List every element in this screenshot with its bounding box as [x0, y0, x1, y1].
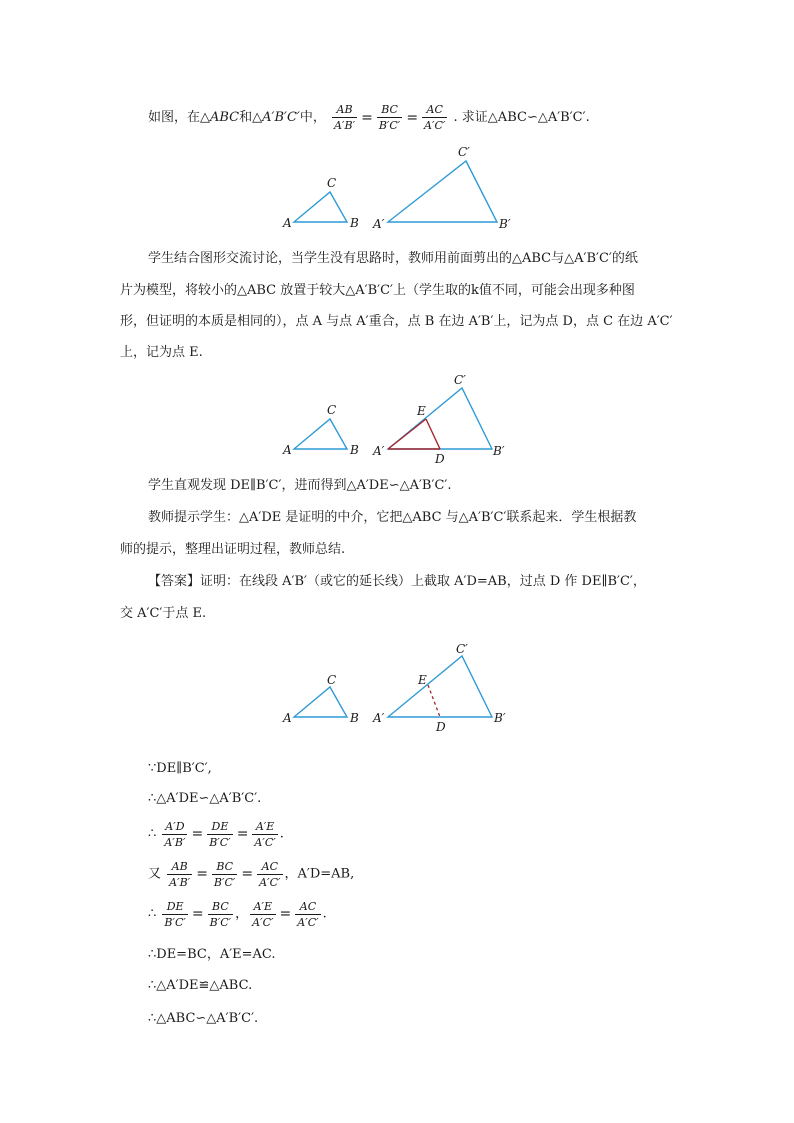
- proof-step-4: [148, 856, 354, 893]
- triangle-abc: [294, 419, 347, 449]
- label-a: A: [283, 711, 292, 725]
- proof-step-7: ∴△A′DE≌△ABC.: [148, 978, 253, 993]
- denominator: B′C′: [209, 915, 232, 929]
- denominator: A′C′: [252, 915, 274, 929]
- label-b-prime: B′: [493, 444, 505, 458]
- proof-step-5: [148, 896, 327, 933]
- fraction: [332, 102, 357, 133]
- fraction: [167, 859, 192, 890]
- numerator: AC: [257, 859, 282, 875]
- triangle-abc-prime: [388, 656, 492, 717]
- fraction: [207, 819, 233, 850]
- denominator: A′C′: [424, 119, 446, 132]
- denominator: A′B′: [169, 875, 191, 889]
- numerator: A′D: [162, 819, 187, 835]
- observation: 学生直观发现 DE∥B′C′，进而得到△A′DE∽△A′B′C′.: [148, 478, 452, 493]
- triangle-abc-prime: [388, 388, 492, 449]
- denominator: A′C′: [259, 875, 281, 889]
- numerator: AB: [167, 859, 192, 875]
- paragraph-1-line-3: 形，但证明的本质是相同的），点 A 与点 A′重合，点 B 在边 A′B′上，记为点 D，点 C 在边 A′C′: [120, 314, 673, 329]
- label-a-prime: A′: [373, 217, 385, 231]
- proof-step-8: ∴△ABC∽△A′B′C′.: [148, 1011, 259, 1026]
- denominator: A′C′: [297, 915, 319, 929]
- figure-3: [280, 640, 520, 735]
- equals: =: [361, 109, 373, 126]
- fraction: [377, 102, 403, 133]
- label-b: B: [350, 216, 359, 230]
- denominator: B′C′: [213, 875, 236, 889]
- fraction: [257, 859, 282, 890]
- label-a-prime: A′: [373, 711, 385, 725]
- label-c-prime: C′: [454, 373, 466, 387]
- text: ，: [235, 906, 249, 922]
- label-c: C: [327, 176, 337, 190]
- equals: =: [191, 906, 204, 922]
- text: 如图，在△: [148, 110, 210, 125]
- text: 中，: [299, 110, 326, 125]
- denominator: A′B′: [164, 835, 186, 849]
- hint-line-2: 师的提示，整理出证明过程，教师总结.: [120, 542, 346, 557]
- hint-line-1: 教师提示学生：△A′DE 是证明的中介，它把△ABC 与△A′B′C′联系起来．学生根据教: [148, 510, 637, 525]
- text: A′B′C′: [262, 110, 300, 125]
- text: ∴: [148, 826, 157, 842]
- text: ，A′D=AB,: [284, 866, 355, 882]
- segment-de: [426, 419, 440, 449]
- numerator: AB: [332, 102, 357, 118]
- label-c: C: [327, 403, 337, 417]
- numerator: AC: [422, 102, 447, 118]
- text: .: [279, 826, 284, 842]
- label-b-prime: B′: [499, 217, 511, 231]
- equals: =: [196, 866, 208, 882]
- numerator: BC: [212, 859, 238, 875]
- label-a: A: [283, 216, 292, 230]
- proof-step-2: ∴△A′DE∽△A′B′C′.: [148, 791, 262, 806]
- segment-a-prime-e: [388, 419, 426, 449]
- fraction: [252, 819, 277, 850]
- numerator: BC: [377, 102, 403, 118]
- triangle-abc: [294, 192, 347, 222]
- text: 和△: [239, 110, 263, 125]
- numerator: DE: [162, 899, 188, 915]
- label-d: D: [435, 452, 445, 466]
- equals: =: [236, 826, 249, 842]
- label-c-prime: C′: [458, 145, 470, 159]
- answer-line-2: 交 A′C′于点 E.: [120, 606, 207, 621]
- label-a: A: [283, 443, 292, 457]
- equals: =: [279, 906, 292, 922]
- label-e: E: [417, 404, 426, 418]
- label-b-prime: B′: [494, 711, 506, 725]
- equals: =: [191, 826, 204, 842]
- figure-2: [280, 372, 520, 467]
- paragraph-1-line-1: 学生结合图形交流讨论，当学生没有思路时，教师用前面剪出的△ABC与△A′B′C′的纸: [148, 251, 638, 266]
- text: . 求证△ABC∽△A′B′C′.: [453, 110, 590, 125]
- fraction: [212, 859, 238, 890]
- denominator: A′C′: [254, 835, 276, 849]
- answer-line-1: 【答案】证明：在线段 A′B′（或它的延长线）上截取 A′D=AB，过点 D 作 DE∥B′C′，: [148, 574, 646, 589]
- fraction: [295, 899, 320, 930]
- numerator: BC: [208, 899, 234, 915]
- text: .: [322, 906, 327, 922]
- label-d: D: [436, 720, 446, 734]
- label-c-prime: C′: [456, 642, 468, 656]
- fraction: [250, 899, 275, 930]
- label-c: C: [327, 673, 337, 687]
- fraction: [162, 899, 188, 930]
- label-a-prime: A′: [373, 444, 385, 458]
- fraction: [162, 819, 187, 850]
- fraction: [208, 899, 234, 930]
- fraction: [422, 102, 447, 133]
- label-b: B: [350, 443, 359, 457]
- equals: =: [406, 109, 419, 126]
- proof-step-1: ∵DE∥B′C′,: [148, 761, 212, 776]
- proof-step-3: [148, 816, 284, 853]
- problem-statement: [148, 102, 590, 133]
- label-b: B: [350, 711, 359, 725]
- numerator: AC: [295, 899, 320, 915]
- numerator: DE: [207, 819, 233, 835]
- text: ∴: [148, 906, 157, 922]
- text: ABC: [210, 110, 240, 125]
- text: 又: [148, 866, 162, 882]
- equals: =: [241, 866, 254, 882]
- dashed-segment-de: [428, 685, 440, 717]
- denominator: B′C′: [209, 835, 231, 849]
- triangle-abc-prime: [388, 161, 497, 222]
- denominator: B′C′: [164, 915, 186, 929]
- figure-1: [280, 145, 520, 235]
- triangle-abc: [294, 687, 347, 717]
- proof-step-6: ∴DE=BC，A′E=AC.: [148, 947, 276, 962]
- numerator: A′E: [250, 899, 275, 915]
- denominator: B′C′: [378, 119, 401, 132]
- paragraph-1-line-4: 上，记为点 E.: [120, 345, 203, 360]
- denominator: A′B′: [334, 119, 356, 132]
- paragraph-1-line-2: 片为模型，将较小的△ABC 放置于较大△A′B′C′上（学生取的k值不同，可能会出现多种图: [120, 283, 635, 298]
- label-e: E: [418, 673, 427, 687]
- numerator: A′E: [252, 819, 277, 835]
